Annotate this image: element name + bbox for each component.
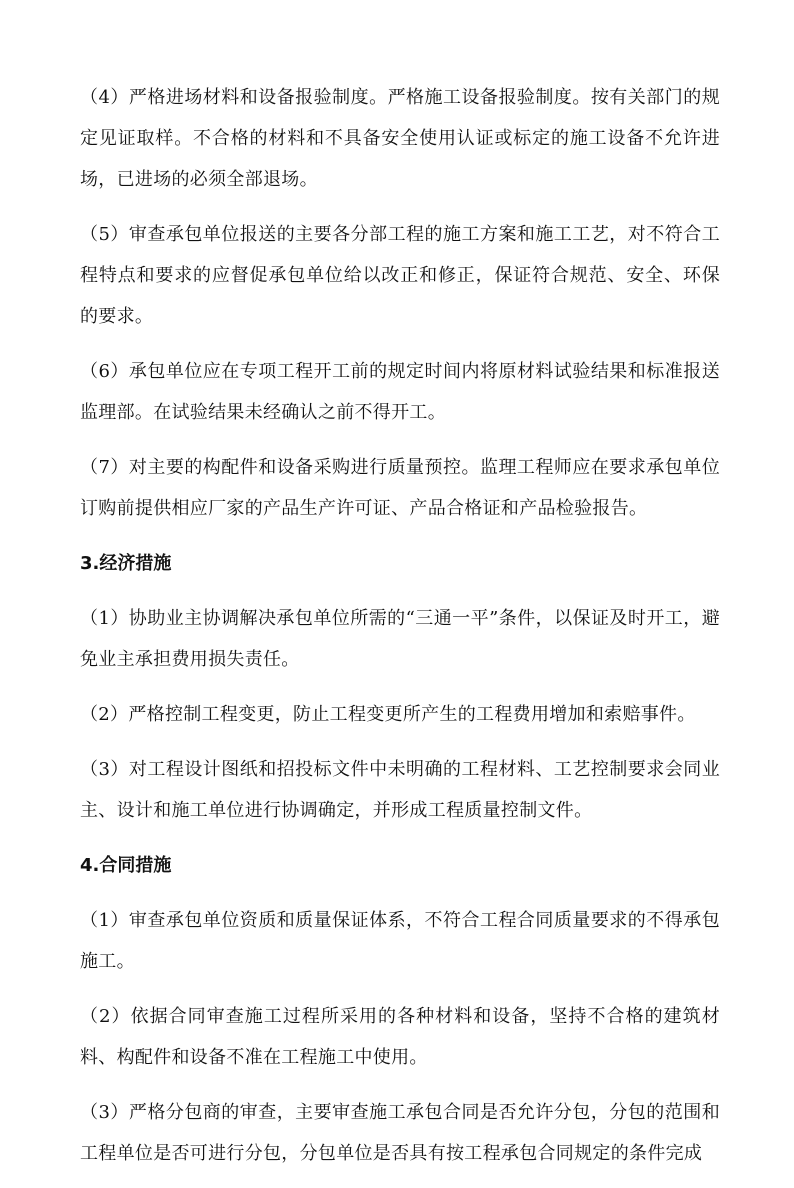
paragraph-economic-2: （2）严格控制工程变更，防止工程变更所产生的工程费用增加和索赔事件。 bbox=[80, 704, 696, 725]
paragraph-7-procurement-control: （7）对主要的构配件和设备采购进行质量预控。监理工程师应在要求承包单位订购前提供相应厂家的产品生产许可证、产品合格证和产品检验报告。 bbox=[80, 457, 720, 519]
paragraph-6-test-results: （6）承包单位应在专项工程开工前的规定时间内将原材料试验结果和标准报送监理部。在试验结果未经确认之前不得开工。 bbox=[80, 361, 720, 423]
paragraph-economic-3: （3）对工程设计图纸和招投标文件中未明确的工程材料、工艺控制要求会同业主、设计和施工单位进行协调确定，并形成工程质量控制文件。 bbox=[80, 759, 720, 821]
paragraph-economic-1: （1）协助业主协调解决承包单位所需的“三通一平”条件，以保证及时开工，避免业主承担费用损失责任。 bbox=[80, 608, 720, 670]
paragraph-contract-1: （1）审查承包单位资质和质量保证体系，不符合工程合同质量要求的不得承包施工。 bbox=[80, 910, 720, 972]
paragraph-contract-2: （2）依据合同审查施工过程所采用的各种材料和设备，坚持不合格的建筑材料、构配件和设备不准在工程施工中使用。 bbox=[80, 1006, 720, 1068]
section-heading-economic-measures: 3.经济措施 bbox=[80, 553, 172, 574]
section-heading-contract-measures: 4.合同措施 bbox=[80, 855, 172, 876]
paragraph-4-material-inspection: （4）严格进场材料和设备报验制度。严格施工设备报验制度。按有关部门的规定见证取样。不合格的材料和不具备安全使用认证或标定的施工设备不允许进场，已进场的必须全部退场。 bbox=[80, 87, 720, 190]
paragraph-5-construction-plan-review: （5）审查承包单位报送的主要各分部工程的施工方案和施工工艺，对不符合工程特点和要求的应督促承包单位给以改正和修正，保证符合规范、安全、环保的要求。 bbox=[80, 224, 720, 327]
document-page bbox=[80, 77, 720, 1188]
paragraph-contract-3: （3）严格分包商的审查，主要审查施工承包合同是否允许分包，分包的范围和工程单位是否可进行分包，分包单位是否具有按工程承包合同规定的条件完成 bbox=[80, 1102, 720, 1164]
